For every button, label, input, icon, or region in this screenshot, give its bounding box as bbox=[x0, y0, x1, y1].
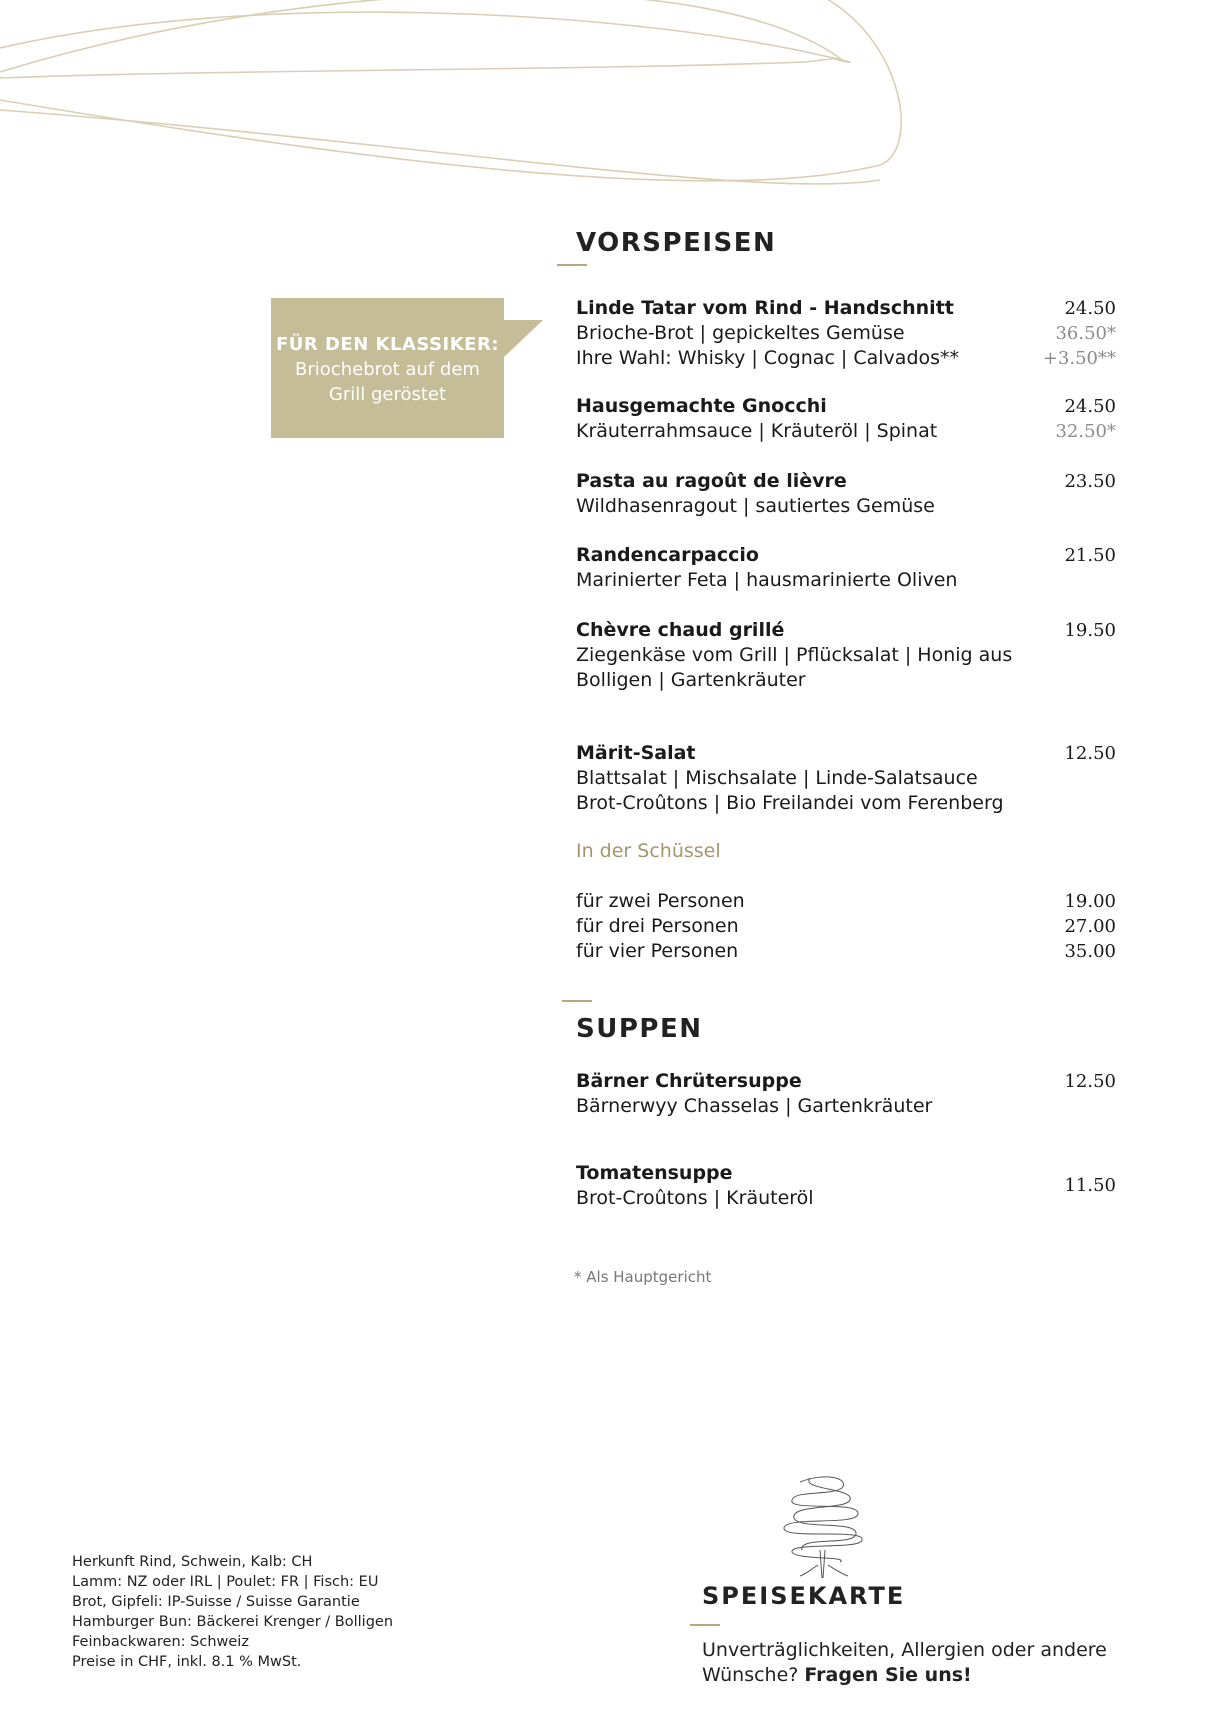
allergy-note-line bbox=[702, 1663, 1107, 1688]
portion-row bbox=[576, 914, 1116, 939]
item-name: Tomatensuppe bbox=[576, 1162, 733, 1184]
menu-item bbox=[576, 543, 1116, 593]
origin-line: Hamburger Bun: Bäckerei Krenger / Bolligen bbox=[72, 1614, 394, 1630]
item-name: Bärner Chrütersuppe bbox=[576, 1070, 802, 1092]
section-title-vorspeisen: VORSPEISEN bbox=[576, 228, 777, 258]
origin-line: Brot, Gipfeli: IP-Suisse / Suisse Garantie bbox=[72, 1594, 360, 1610]
item-desc: Wildhasenragout | sautiertes Gemüse bbox=[576, 495, 935, 517]
item-name: Pasta au ragoût de lièvre bbox=[576, 470, 847, 492]
footnote: * Als Hauptgericht bbox=[574, 1268, 712, 1286]
portion-label: für drei Personen bbox=[576, 915, 739, 937]
portion-label: für vier Personen bbox=[576, 940, 739, 962]
origin-line: Feinbackwaren: Schweiz bbox=[72, 1634, 249, 1650]
allergy-note bbox=[702, 1638, 1107, 1688]
item-price: 12.50 bbox=[1064, 1071, 1116, 1092]
allergy-note-text: Wünsche? bbox=[702, 1664, 799, 1686]
portion-price: 19.00 bbox=[1064, 891, 1116, 912]
menu-item bbox=[576, 618, 1116, 693]
item-desc: Bärnerwyy Chasselas | Gartenkräuter bbox=[576, 1095, 933, 1117]
allergy-note-cta: Fragen Sie uns! bbox=[804, 1664, 972, 1686]
menu-item bbox=[576, 1069, 1116, 1119]
item-desc: Marinierter Feta | hausmarinierte Oliven bbox=[576, 569, 958, 591]
item-desc: Bolligen | Gartenkräuter bbox=[576, 669, 806, 691]
item-price-extra: +3.50** bbox=[1042, 348, 1116, 369]
item-desc: Brioche-Brot | gepickeltes Gemüse bbox=[576, 322, 905, 344]
item-price-main: 36.50* bbox=[1055, 323, 1116, 344]
portion-row bbox=[576, 889, 1116, 914]
section-rule bbox=[562, 1000, 592, 1002]
item-price: 11.50 bbox=[1064, 1175, 1116, 1196]
item-name: Linde Tatar vom Rind - Handschnitt bbox=[576, 297, 954, 319]
item-price: 12.50 bbox=[1064, 743, 1116, 764]
origin-info bbox=[72, 1552, 393, 1672]
portion-label: für zwei Personen bbox=[576, 890, 745, 912]
item-name: Chèvre chaud grillé bbox=[576, 619, 785, 641]
item-desc: Brot-Croûtons | Bio Freilandei vom Ferenberg bbox=[576, 792, 1004, 814]
menu-item bbox=[576, 296, 1116, 371]
origin-line: Preise in CHF, inkl. 8.1 % MwSt. bbox=[72, 1654, 302, 1670]
origin-line: Lamm: NZ oder IRL | Poulet: FR | Fisch: EU bbox=[72, 1574, 379, 1590]
portion-row bbox=[576, 939, 1116, 964]
section-title-suppen: SUPPEN bbox=[576, 1014, 703, 1044]
menu-item bbox=[576, 394, 1116, 444]
allergy-note-line: Unverträglichkeiten, Allergien oder andere bbox=[702, 1639, 1107, 1661]
item-desc: Blattsalat | Mischsalate | Linde-Salatsauce bbox=[576, 767, 978, 789]
section-rule bbox=[557, 264, 587, 266]
menu-item bbox=[576, 469, 1116, 519]
portion-price: 35.00 bbox=[1064, 941, 1116, 962]
promo-line: Grill geröstet bbox=[328, 384, 447, 405]
promo-line: Briochebrot auf dem bbox=[295, 359, 480, 380]
promo-arrow bbox=[503, 320, 543, 358]
promo-title: FÜR DEN KLASSIKER: bbox=[275, 334, 500, 355]
item-price: 21.50 bbox=[1064, 545, 1116, 566]
origin-line: Herkunft Rind, Schwein, Kalb: CH bbox=[72, 1554, 313, 1570]
item-desc: Ziegenkäse vom Grill | Pflücksalat | Honig aus bbox=[576, 644, 1013, 666]
bowl-heading: In der Schüssel bbox=[576, 840, 721, 862]
item-price-main: 32.50* bbox=[1055, 421, 1116, 442]
item-desc: Ihre Wahl: Whisky | Cognac | Calvados** bbox=[576, 347, 960, 369]
portion-price: 27.00 bbox=[1064, 916, 1116, 937]
item-name: Hausgemachte Gnocchi bbox=[576, 395, 827, 417]
item-name: Märit-Salat bbox=[576, 742, 696, 764]
menu-item bbox=[576, 741, 1116, 816]
item-desc: Brot-Croûtons | Kräuteröl bbox=[576, 1187, 814, 1209]
brand-title: SPEISEKARTE bbox=[702, 1582, 906, 1610]
item-price: 24.50 bbox=[1064, 396, 1116, 417]
item-name: Randencarpaccio bbox=[576, 544, 759, 566]
item-price: 19.50 bbox=[1064, 620, 1116, 641]
item-price: 24.50 bbox=[1064, 298, 1116, 319]
decorative-lines-icon bbox=[0, 0, 1222, 200]
menu-item bbox=[576, 1161, 1116, 1211]
linde-tree-icon bbox=[770, 1470, 880, 1580]
promo-box bbox=[271, 298, 504, 438]
section-rule bbox=[690, 1624, 720, 1626]
item-desc: Kräuterrahmsauce | Kräuteröl | Spinat bbox=[576, 420, 938, 442]
item-price: 23.50 bbox=[1064, 471, 1116, 492]
